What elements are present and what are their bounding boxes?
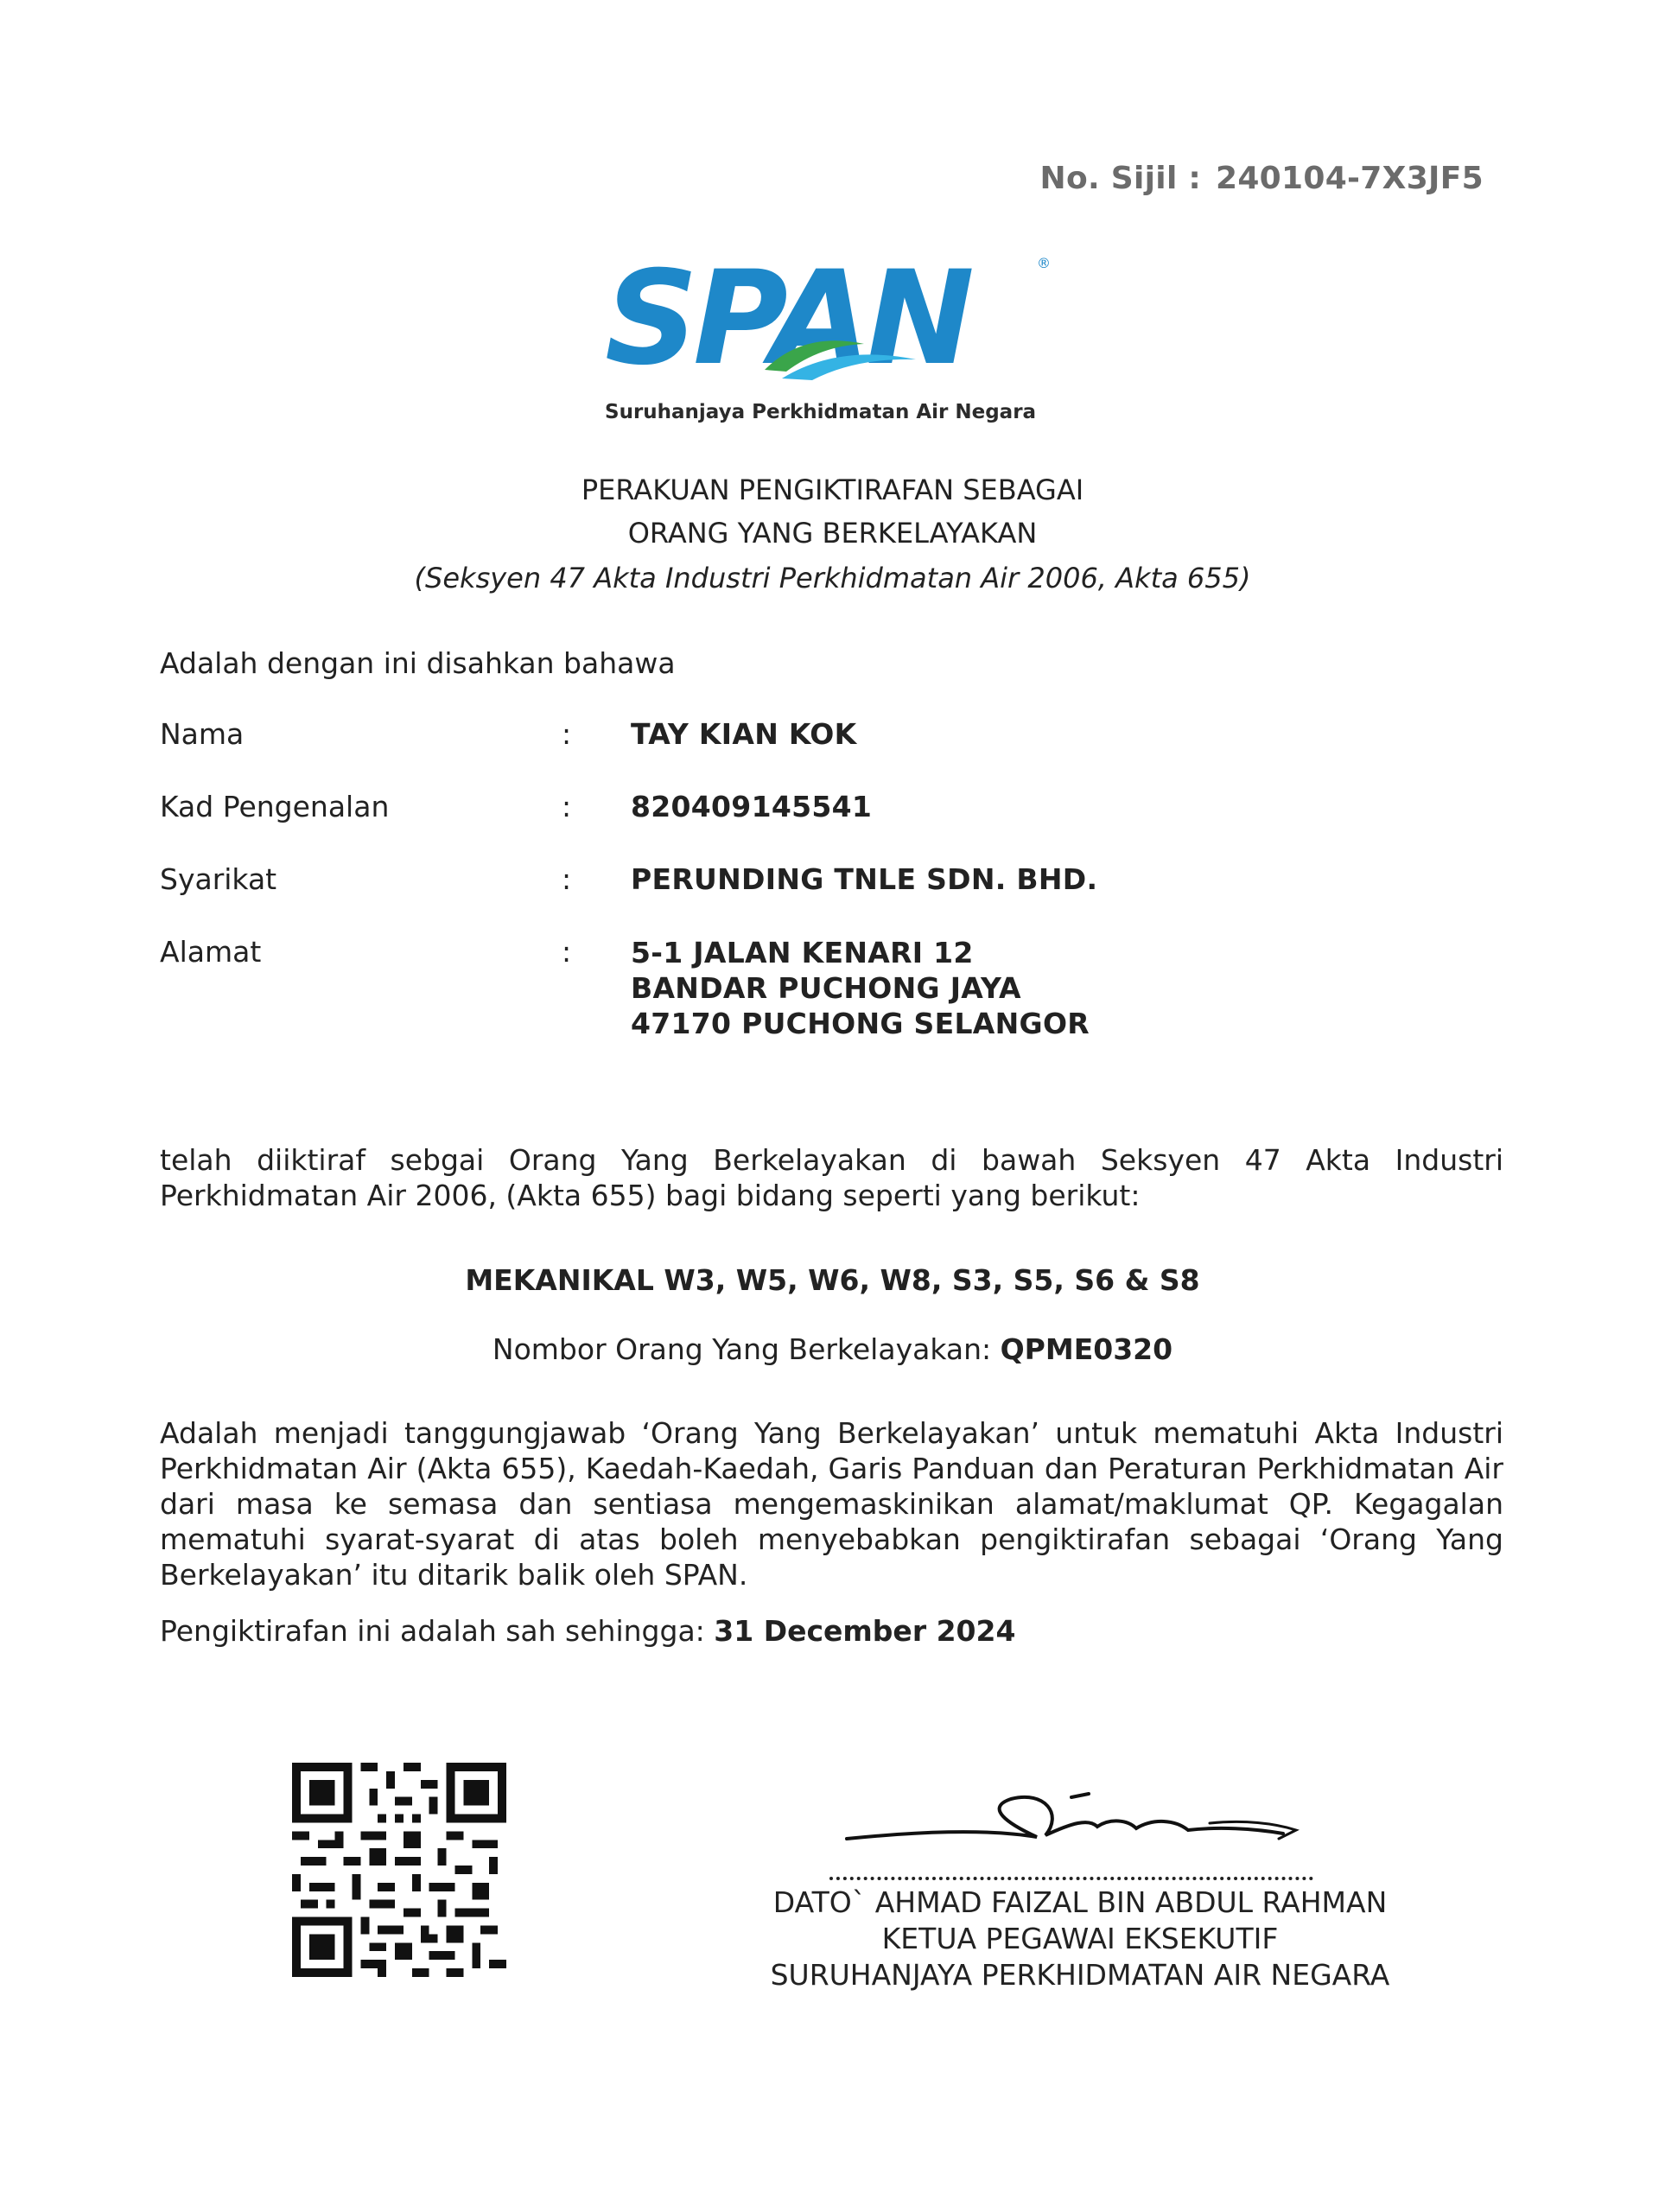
qr-code-icon[interactable] xyxy=(292,1763,506,1977)
logo-tagline: Suruhanjaya Perkhidmatan Air Negara xyxy=(605,401,1037,423)
qp-number-line xyxy=(0,1332,1665,1366)
intro-text: Adalah dengan ini disahkan bahawa xyxy=(160,646,676,680)
address-line-3: 47170 PUCHONG SELANGOR xyxy=(631,1007,1090,1040)
logo-wordmark: SPAN xyxy=(605,249,969,394)
heading-line-3: (Seksyen 47 Akta Industri Perkhidmatan Air 2006, Akta 655) xyxy=(414,562,1251,594)
qp-number-label: Nombor Orang Yang Berkelayakan: xyxy=(492,1332,992,1366)
heading-line-1: PERAKUAN PENGIKTIRAFAN SEBAGAI xyxy=(581,474,1084,506)
certificate-number xyxy=(1040,161,1484,196)
company-value: PERUNDING TNLE SDN. BHD. xyxy=(631,862,1098,896)
signatory-organisation: SURUHANJAYA PERKHIDMATAN AIR NEGARA xyxy=(770,1958,1390,1992)
address-label: Alamat xyxy=(160,935,262,969)
company-label: Syarikat xyxy=(160,862,277,896)
responsibility-paragraph: Adalah menjadi tanggungjawab ‘Orang Yang Berkelayakan’ untuk mematuhi Akta Industri Perkhidmatan Air (Akta 655), Kaedah-Kaedah, Garis Panduan dan Peraturan Perkhidmatan Air dari masa ke semasa dan sentiasa mengemaskinikan alamat/maklumat QP. Kegagalan mematuhi syarat-syarat di atas boleh menyebabkan pengiktirafan sebagai ‘Orang Yang Berkelayakan’ itu ditarik balik oleh SPAN. xyxy=(160,1416,1503,1592)
heading-line-2: ORANG YANG BERKELAYAKAN xyxy=(627,517,1038,550)
validity-line xyxy=(160,1614,1015,1648)
validity-label: Pengiktirafan ini adalah sah sehingga: xyxy=(160,1614,705,1648)
name-value: TAY KIAN KOK xyxy=(631,717,857,751)
address-line-1: 5-1 JALAN KENARI 12 xyxy=(631,936,974,969)
recognition-paragraph: telah diiktiraf sebgai Orang Yang Berkelayakan di bawah Seksyen 47 Akta Industri Perkhidmatan Air 2006, (Akta 655) bagi bidang seperti yang berikut: xyxy=(160,1143,1503,1212)
address-line-2: BANDAR PUCHONG JAYA xyxy=(631,971,1021,1005)
address-value xyxy=(631,935,1090,1041)
ic-label: Kad Pengenalan xyxy=(160,790,390,823)
name-label: Nama xyxy=(160,717,245,751)
ic-value: 820409145541 xyxy=(631,790,873,823)
certificate-number-label: No. Sijil : xyxy=(1039,161,1202,196)
name-separator: : xyxy=(562,717,572,751)
company-separator: : xyxy=(562,862,572,896)
address-separator: : xyxy=(562,935,572,969)
span-logo xyxy=(605,249,1054,430)
signatory-name: DATO` AHMAD FAIZAL BIN ABDUL RAHMAN xyxy=(772,1885,1388,1919)
logo-registered-mark: ® xyxy=(1037,255,1051,271)
signature-image xyxy=(838,1763,1305,1875)
ic-separator: : xyxy=(562,790,572,823)
certificate-number-value: 240104-7X3JF5 xyxy=(1215,161,1484,196)
signatory-title: KETUA PEGAWAI EKSEKUTIF xyxy=(881,1922,1279,1955)
signature-line xyxy=(829,1868,1313,1880)
qualification-field: MEKANIKAL W3, W5, W6, W8, S3, S5, S6 & S8 xyxy=(465,1263,1200,1297)
qp-number-value: QPME0320 xyxy=(1000,1332,1173,1366)
validity-date: 31 December 2024 xyxy=(714,1614,1016,1648)
